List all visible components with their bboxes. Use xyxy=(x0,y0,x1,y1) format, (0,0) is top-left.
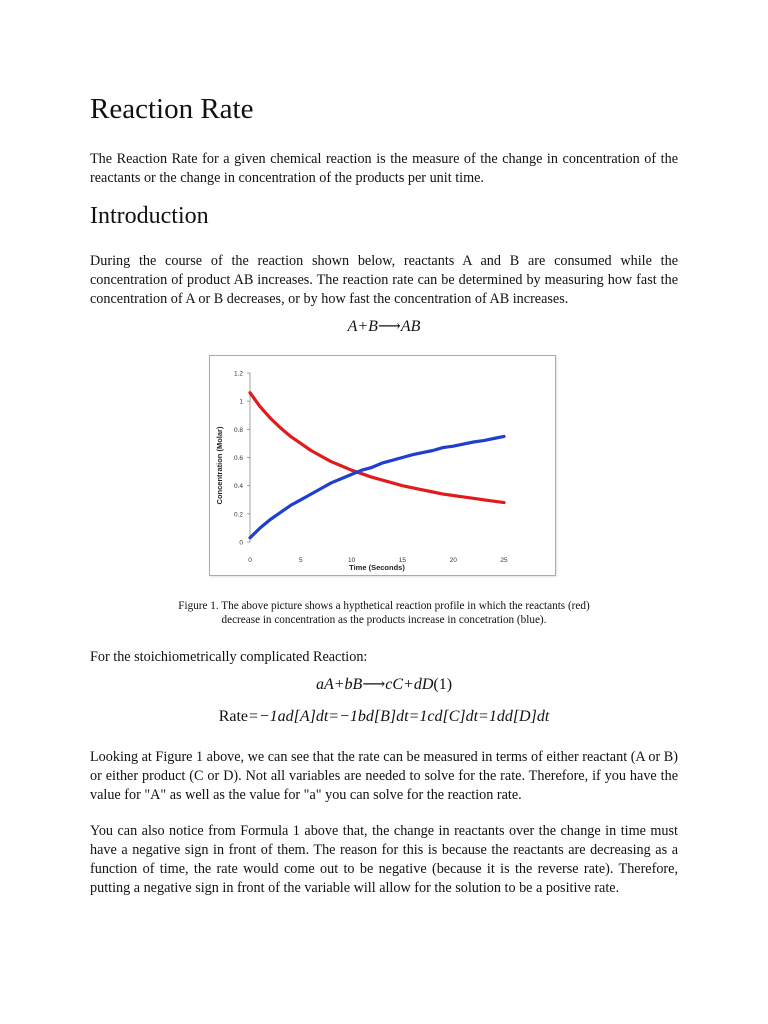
equation-1: A+B⟶AB xyxy=(347,318,421,335)
y-tick-label: 0.2 xyxy=(233,511,243,519)
x-tick-label: 0 xyxy=(248,557,252,564)
stoich-intro: For the stoichiometrically complicated Reaction: xyxy=(90,649,368,665)
rate-equation xyxy=(0,708,768,726)
section-heading-introduction: Introduction xyxy=(90,203,209,229)
equation-2-number: (1) xyxy=(433,676,453,693)
intro-paragraph: The Reaction Rate for a given chemical reaction is the measure of the change in concentration of the reactants or the change in concentration of the products per unit time. xyxy=(90,151,678,186)
figure-caption xyxy=(130,599,638,627)
figure-caption-line-1: Figure 1. The above picture shows a hypthetical reaction profile in which the reactants (red) xyxy=(178,600,590,612)
equation-2 xyxy=(0,674,768,694)
chart-svg xyxy=(210,356,557,577)
y-axis-label: Concentration (Molar) xyxy=(215,426,224,505)
rate-expression: =−1ad[A]dt=−1bd[B]dt=1cd[C]dt=1dd[D]dt xyxy=(248,708,550,725)
paragraph-3: Looking at Figure 1 above, we can see that the rate can be measured in terms of either reactant (A or B) or either product (C or D). Not all variables are needed to solve for the rate. Therefore, if you have the value for "A" as well as the value for "a" you can solve for the reaction rate. xyxy=(90,749,678,803)
x-tick-label: 5 xyxy=(298,557,303,564)
figure-caption-line-2: decrease in concentration as the products increase in concetration (blue). xyxy=(221,614,547,626)
y-tick-label: 0.4 xyxy=(233,483,243,491)
x-tick-label: 15 xyxy=(398,557,407,564)
y-tick-label: 1.2 xyxy=(233,370,243,378)
page-title: Reaction Rate xyxy=(90,93,254,125)
y-tick-label: 0 xyxy=(239,539,243,547)
x-axis-label: Time (Seconds) xyxy=(349,563,405,572)
rate-word: Rate xyxy=(218,708,249,725)
figure-1-chart xyxy=(209,355,556,576)
x-tick-label: 25 xyxy=(500,557,508,564)
section-paragraph: During the course of the reaction shown below, reactants A and B are consumed while the concentration of product AB increases. The reaction rate can be determined by measuring how fast the concentration of A or B decreases, or by how fast the concentration of AB increases. xyxy=(90,253,678,307)
x-tick-label: 20 xyxy=(449,557,457,564)
y-tick-label: 0.6 xyxy=(233,455,243,462)
chart-series xyxy=(250,393,504,538)
series-line-0 xyxy=(250,393,504,503)
y-tick-label: 1 xyxy=(239,398,243,406)
y-tick-label: 0.8 xyxy=(233,426,243,434)
equation-2-body: aA+bB⟶cC+dD xyxy=(315,676,434,693)
series-line-1 xyxy=(250,436,504,537)
paragraph-4: You can also notice from Formula 1 above that, the change in reactants over the change in time must have a negative sign in front of them. The reason for this is because the reactants are decreasing as a function of time, the rate would come out to be negative (because it is the reverse rate). Therefore, putting a negative sign in front of the variable will allow for the solution to be a positive rate. xyxy=(90,823,678,896)
x-tick-label: 10 xyxy=(347,557,356,564)
